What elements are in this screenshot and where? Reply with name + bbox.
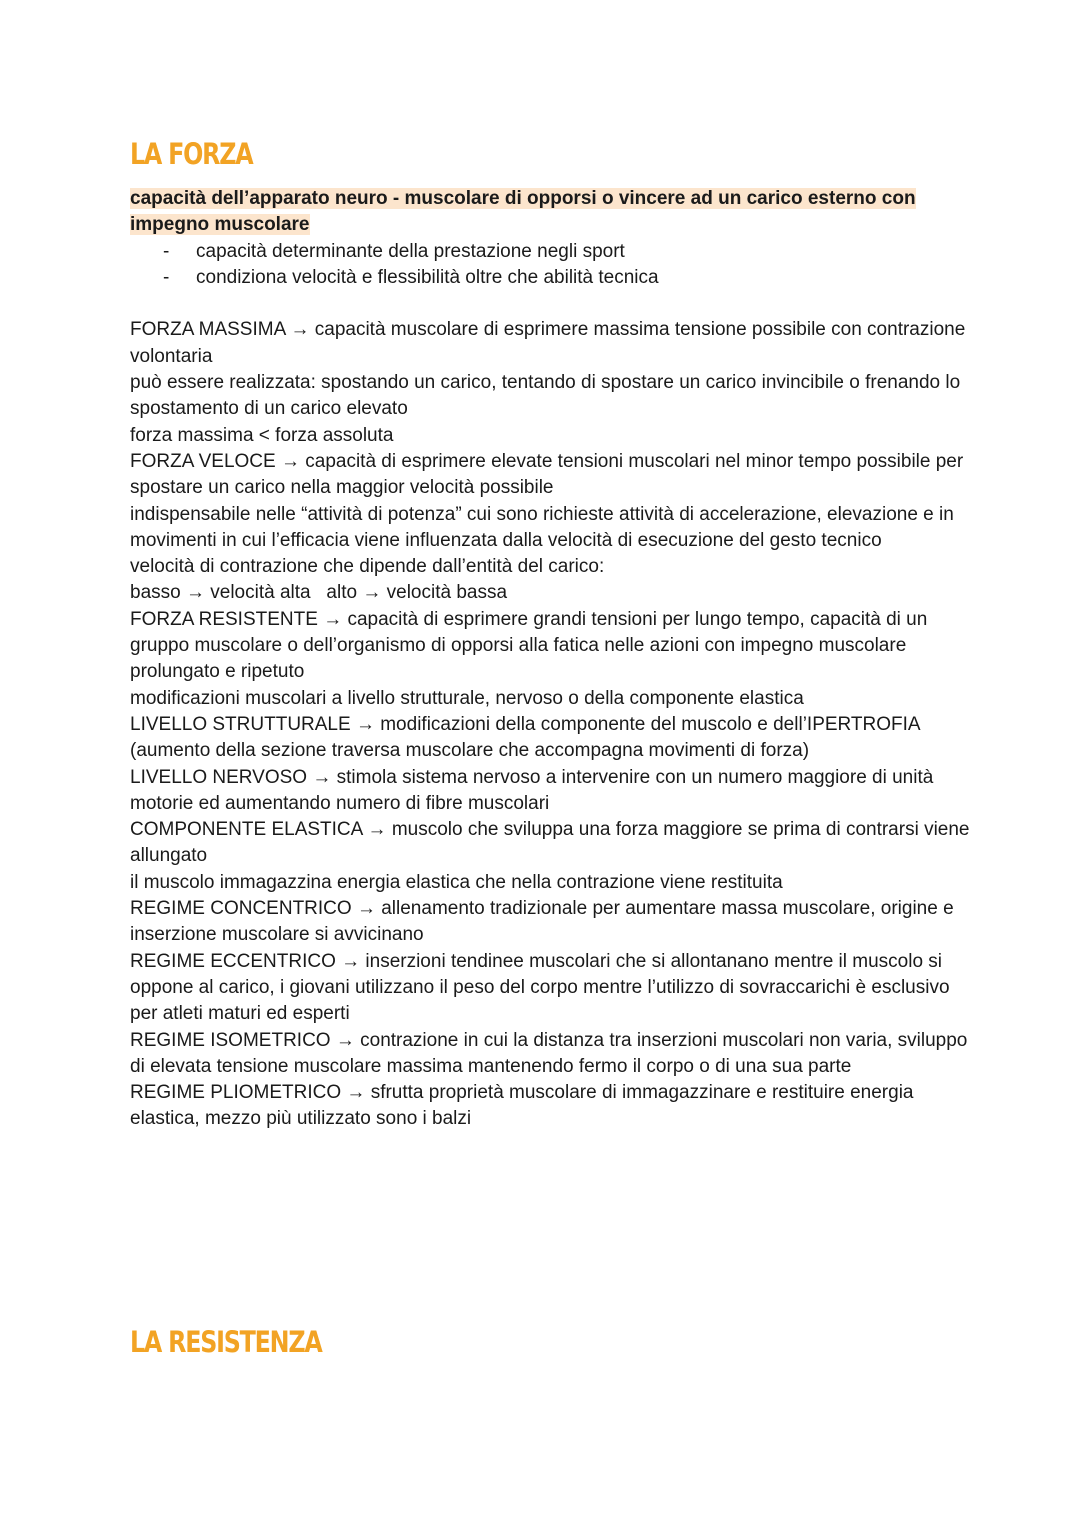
forza-definition [130,186,970,239]
paragraph: il muscolo immagazzina energia elastica che nella contrazione viene restituita [130,871,783,893]
paragraph-livello-strutturale: LIVELLO STRUTTURALE → modificazioni della componente del muscolo e dell’IPERTROFIA (aumento della sezione traversa muscolare che accompagna movimenti di forza) [130,713,920,762]
list-item [130,239,970,265]
paragraph-forza-massima: FORZA MASSIMA → capacità muscolare di esprimere massima tensione possibile con contrazione volontaria [130,319,966,367]
bullet-text: capacità determinante della prestazione negli sport [196,240,625,262]
paragraph: può essere realizzata: spostando un carico, tentando di spostare un carico invincibile o frenando lo spostamento di un carico elevato [130,372,961,420]
paragraph-forza-veloce: FORZA VELOCE → capacità di esprimere elevate tensioni muscolari nel minor tempo possibile per spostare un carico nella maggior velocità possibile [130,450,964,499]
paragraph-regime-concentrico: REGIME CONCENTRICO → allenamento tradizionale per aumentare massa muscolare, origine e inserzione muscolare si avvicinano [130,898,954,946]
forza-paragraphs [130,317,970,1132]
bullet-dash: - [163,266,170,288]
paragraph-componente-elastica: COMPONENTE ELASTICA → muscolo che sviluppa una forza maggiore se prima di contrarsi viene allungato [130,819,970,867]
paragraph-forza-resistente: FORZA RESISTENTE → capacità di esprimere grandi tensioni per lungo tempo, capacità di un gruppo muscolare o dell’organismo di opporsi alla fatica nelle azioni con impegno muscolare prolungato e ripetuto [130,608,928,683]
bullet-text: condiziona velocità e flessibilità oltre che abilità tecnica [196,266,659,288]
paragraph: velocità di contrazione che dipende dall’entità del carico: [130,556,605,578]
paragraph: forza massima < forza assoluta [130,424,394,446]
forza-content [130,186,970,1133]
paragraph-regime-pliometrico: REGIME PLIOMETRICO → sfrutta proprietà muscolare di immagazzinare e restituire energia elastica, mezzo più utilizzato sono i balzi [130,1082,914,1130]
paragraph-regime-isometrico: REGIME ISOMETRICO → contrazione in cui la distanza tra inserzioni muscolari non varia, sviluppo di elevata tensione muscolare massima mantenendo fermo il corpo o di una sua parte [130,1029,968,1077]
definition-highlight: capacità dell’apparato neuro - muscolare di opporsi o vincere ad un carico esterno con impegno muscolare [130,188,916,236]
paragraph: basso → velocità alta alto → velocità bassa [130,582,508,604]
list-item [130,265,970,291]
blank-line [130,291,970,317]
paragraph-regime-eccentrico: REGIME ECCENTRICO → inserzioni tendinee muscolari che si allontanano mentre il muscolo si oppone al carico, i giovani utilizzano il peso del corpo mentre l’utilizzo di sovraccarichi è esclusivo per atleti maturi ed esperti [130,950,950,1025]
section-title-resistenza: LA RESISTENZA [130,1325,322,1359]
section-title-forza: LA FORZA [130,137,253,171]
paragraph: indispensabile nelle “attività di potenza” cui sono richieste attività di accelerazione, elevazione e in movimenti in cui l’efficacia viene influenzata dalla velocità di esecuzione del gesto tecnico [130,503,954,551]
bullet-dash: - [163,240,170,262]
paragraph: modificazioni muscolari a livello strutturale, nervoso o della componente elastica [130,687,804,709]
forza-bullet-list [130,239,970,292]
paragraph-livello-nervoso: LIVELLO NERVOSO → stimola sistema nervoso a intervenire con un numero maggiore di unità motorie ed aumentando numero di fibre muscolari [130,766,934,814]
